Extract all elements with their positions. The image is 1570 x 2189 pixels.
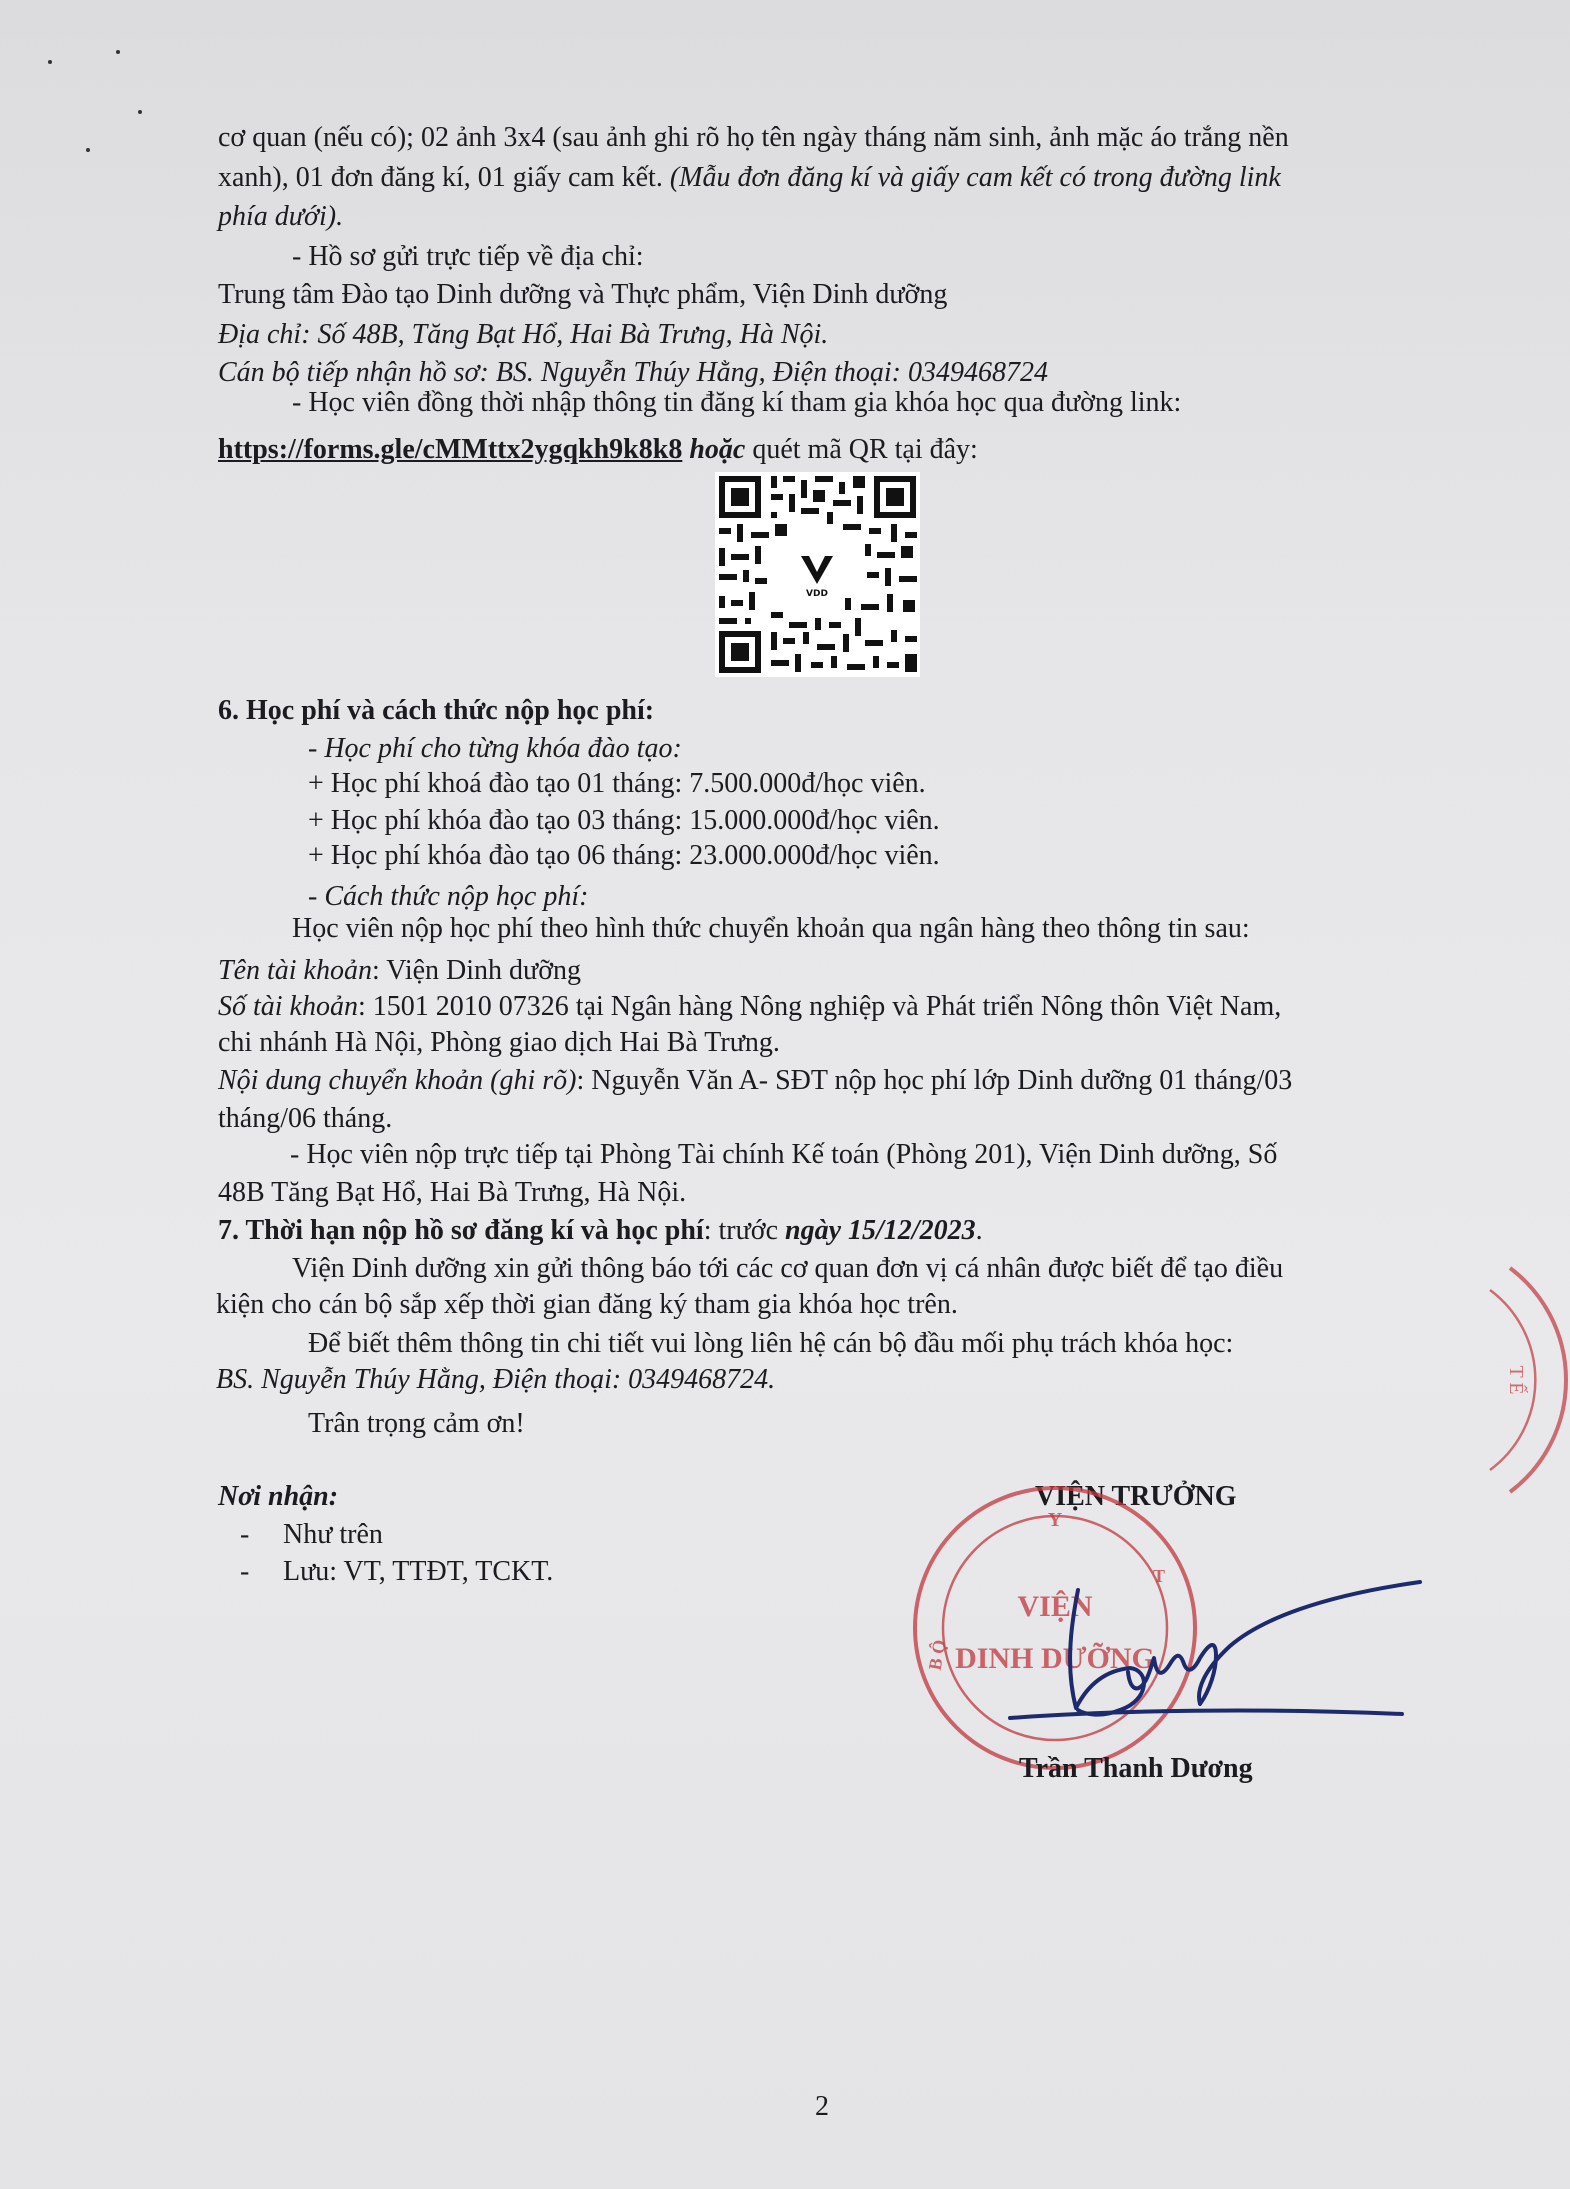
stamp-line-1: VIỆN	[1017, 1590, 1093, 1623]
recipient-bullet: -	[240, 1519, 250, 1550]
fee-item: + Học phí khóa đào tạo 03 tháng: 15.000.000đ/học viên.	[308, 805, 940, 836]
recipient-item: Như trên	[283, 1519, 383, 1550]
text-span: xanh), 01 đơn đăng kí, 01 giấy cam kết.	[218, 162, 670, 193]
scan-speck	[116, 50, 120, 54]
qr-code[interactable]	[715, 472, 920, 677]
account-number-line	[218, 988, 1281, 1026]
fee-item: + Học phí khóa đào tạo 06 tháng: 23.000.000đ/học viên.	[308, 840, 940, 871]
transfer-content: : Nguyễn Văn A- SĐT nộp học phí lớp Dinh dưỡng 01 tháng/03	[576, 1065, 1293, 1096]
signer-title: VIỆN TRƯỞNG	[1035, 1481, 1237, 1512]
text-line: Học viên nộp học phí theo hình thức chuyển khoản qua ngân hàng theo thông tin sau:	[292, 913, 1250, 944]
recipient-bullet: -	[240, 1556, 250, 1587]
text-span-italic: (Mẫu đơn đăng kí và giấy cam kết có trong đường link	[669, 162, 1281, 193]
page-number: 2	[815, 2091, 829, 2122]
registration-link[interactable]: https://forms.gle/cMMttx2ygqkh9k8k8	[218, 434, 683, 465]
transfer-content-label: Nội dung chuyển khoản (ghi rõ)	[218, 1065, 577, 1096]
stamp-line-2: DINH DƯỠNG	[955, 1642, 1155, 1675]
text-line: Để biết thêm thông tin chi tiết vui lòng liên hệ cán bộ đầu mối phụ trách khóa học:	[308, 1328, 1234, 1359]
text-line: - Học phí cho từng khóa đào tạo:	[308, 733, 682, 764]
text-span-bold-italic: hoặc	[689, 434, 746, 465]
text-line: BS. Nguyễn Thúy Hằng, Điện thoại: 0349468724.	[216, 1364, 776, 1395]
stamp-ring-left: B Ộ	[924, 1638, 950, 1672]
account-number-label: Số tài khoản	[218, 991, 358, 1022]
scan-speck	[138, 110, 142, 114]
account-number: : 1501 2010 07326 tại Ngân hàng Nông nghiệp và Phát triển Nông thôn Việt Nam,	[358, 991, 1282, 1022]
account-name-line	[218, 952, 581, 990]
signer-name: Trần Thanh Dương	[1019, 1753, 1253, 1784]
stamp-ring-top: Y	[1047, 1509, 1063, 1531]
text-line: - Hồ sơ gửi trực tiếp về địa chỉ:	[292, 241, 644, 272]
account-name-label: Tên tài khoản	[218, 955, 372, 986]
section7-heading: 7. Thời hạn nộp hồ sơ đăng kí và học phí	[218, 1215, 704, 1246]
signature	[1000, 1560, 1440, 1740]
contact-line: Cán bộ tiếp nhận hồ sơ: BS. Nguyễn Thúy Hằng, Điện thoại: 0349468724	[218, 357, 1048, 388]
text-line: 48B Tăng Bạt Hổ, Hai Bà Trưng, Hà Nội.	[218, 1177, 687, 1208]
recipients-label: Nơi nhận:	[218, 1481, 339, 1512]
account-name: : Viện Dinh dưỡng	[372, 955, 582, 986]
scan-speck	[48, 60, 52, 64]
qr-logo-text: VDD	[806, 589, 828, 599]
section-heading: 6. Học phí và cách thức nộp học phí:	[218, 695, 655, 726]
scan-speck	[86, 148, 90, 152]
text-line: Viện Dinh dưỡng xin gửi thông báo tới các cơ quan đơn vị cá nhân được biết để tạo điều	[292, 1253, 1284, 1284]
text-line: phía dưới).	[218, 201, 344, 232]
fee-item: + Học phí khoá đào tạo 01 tháng: 7.500.000đ/học viên.	[308, 768, 926, 799]
section-heading	[218, 1212, 983, 1250]
text-span: : trước	[703, 1215, 786, 1246]
recipient-item: Lưu: VT, TTĐT, TCKT.	[283, 1556, 554, 1587]
text-line: chi nhánh Hà Nội, Phòng giao dịch Hai Bà Trưng.	[218, 1027, 780, 1058]
text-line: - Học viên nộp trực tiếp tại Phòng Tài chính Kế toán (Phòng 201), Viện Dinh dưỡng, Số	[290, 1139, 1278, 1170]
text-line: kiện cho cán bộ sắp xếp thời gian đăng ký tham gia khóa học trên.	[216, 1289, 958, 1320]
text-line: cơ quan (nếu có); 02 ảnh 3x4 (sau ảnh ghi rõ họ tên ngày tháng năm sinh, ảnh mặc áo trắng nền	[218, 122, 1289, 153]
text-line: - Học viên đồng thời nhập thông tin đăng kí tham gia khóa học qua đường link:	[292, 387, 1182, 418]
deadline: ngày 15/12/2023	[785, 1215, 976, 1246]
address-line: Địa chỉ: Số 48B, Tăng Bạt Hổ, Hai Bà Trưng, Hà Nội.	[218, 319, 829, 350]
text-span: .	[975, 1215, 983, 1246]
text-line: tháng/06 tháng.	[218, 1103, 393, 1134]
center-name: Trung tâm Đào tạo Dinh dưỡng và Thực phẩm, Viện Dinh dưỡng	[218, 279, 948, 310]
text-line	[218, 431, 978, 469]
partial-stamp	[1470, 1260, 1570, 1500]
transfer-content-line	[218, 1062, 1292, 1100]
text-line: - Cách thức nộp học phí:	[308, 881, 589, 912]
text-span: quét mã QR tại đây:	[752, 434, 978, 465]
text-line	[218, 159, 1281, 197]
stamp-ring-right: T	[1152, 1566, 1166, 1586]
thanks-line: Trân trọng cảm ơn!	[308, 1408, 525, 1439]
partial-stamp-text: T Ế	[1505, 1365, 1527, 1395]
